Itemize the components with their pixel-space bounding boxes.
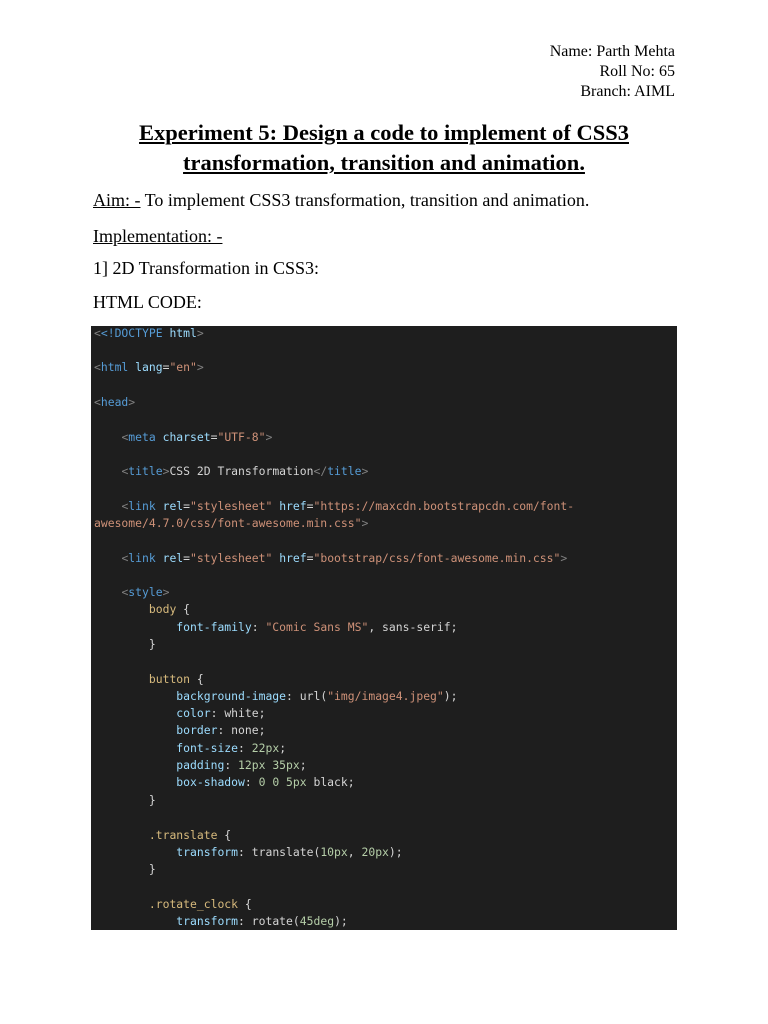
code-line: <link rel="stylesheet" href="https://maxcdn.bootstrapcdn.com/font- bbox=[121, 499, 575, 513]
code-line: color: white; bbox=[176, 706, 266, 720]
code-line: transform: translate(10px, 20px); bbox=[176, 845, 403, 859]
code-line: padding: 12px 35px; bbox=[176, 758, 307, 772]
code-line: box-shadow: 0 0 5px black; bbox=[176, 775, 355, 789]
aim-text: To implement CSS3 transformation, transition and animation. bbox=[140, 190, 590, 210]
code-line: <meta charset="UTF-8"> bbox=[121, 430, 273, 444]
code-line: button { bbox=[148, 672, 204, 686]
code-line: transform: rotate(45deg); bbox=[176, 914, 348, 928]
implementation-heading: Implementation: - bbox=[93, 226, 223, 246]
code-line: border: none; bbox=[176, 723, 266, 737]
title-line-1: Experiment 5: Design a code to implement of CSS3 bbox=[139, 120, 629, 145]
code-line: <style> bbox=[121, 585, 170, 599]
code-line: <link rel="stylesheet" href="bootstrap/css/font-awesome.min.css"> bbox=[121, 551, 568, 565]
code-line: <title>CSS 2D Transformation</title> bbox=[121, 464, 369, 478]
aim-label: Aim: - bbox=[93, 190, 141, 210]
code-line: font-size: 22px; bbox=[176, 741, 287, 755]
code-line: <html lang="en"> bbox=[94, 360, 204, 374]
aim-line bbox=[93, 189, 589, 211]
code-line: .rotate_clock { bbox=[148, 897, 252, 911]
author-name: Name: Parth Mehta bbox=[549, 43, 675, 60]
code-line: <head> bbox=[94, 395, 136, 409]
code-screenshot bbox=[91, 326, 677, 930]
branch: Branch: AIML bbox=[580, 83, 675, 100]
code-line: <<!DOCTYPE html> bbox=[94, 326, 204, 340]
html-code-label: HTML CODE: bbox=[93, 292, 202, 312]
section-heading: 1] 2D Transformation in CSS3: bbox=[93, 258, 320, 278]
code-line: } bbox=[148, 793, 156, 807]
code-line: awesome/4.7.0/css/font-awesome.min.css"> bbox=[94, 516, 369, 530]
code-line: font-family: "Comic Sans MS", sans-serif; bbox=[176, 620, 458, 634]
code-line: } bbox=[148, 862, 156, 876]
code-line: .translate { bbox=[148, 828, 232, 842]
roll-number: Roll No: 65 bbox=[599, 63, 675, 80]
code-line: body { bbox=[148, 602, 191, 616]
experiment-title bbox=[60, 118, 708, 178]
title-line-2: transformation, transition and animation. bbox=[183, 150, 585, 175]
code-line: } bbox=[148, 637, 156, 651]
author-info bbox=[550, 42, 675, 102]
code-line: background-image: url("img/image4.jpeg"); bbox=[176, 689, 458, 703]
